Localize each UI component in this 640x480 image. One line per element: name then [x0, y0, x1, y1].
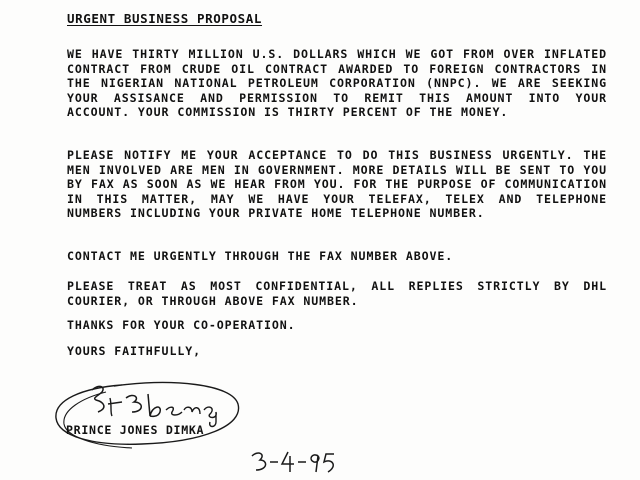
- paragraph-thanks: THANKS FOR YOUR CO-OPERATION.: [67, 318, 296, 332]
- signer-name: PRINCE JONES DIMKA: [66, 423, 205, 437]
- closing-line: YOURS FAITHFULLY,: [67, 344, 201, 358]
- paragraph-request: PLEASE NOTIFY ME YOUR ACCEPTANCE TO DO THIS BUSINESS URGENTLY. THE MEN INVOLVED ARE MEN IN GOVERNMENT. MORE DETAILS WILL BE SENT TO YOU BY FAX AS SOON AS WE HEAR FROM YOU. FOR THE PURPOSE OF COMMUNICATION IN THIS MATTER, MAY WE HAVE YOUR TELEFAX, TELEX AND TELEPHONE NUMBERS INCLUDING YOUR PRIVATE HOME TELEPHONE NUMBER.: [67, 148, 607, 221]
- letter-title: URGENT BUSINESS PROPOSAL: [67, 11, 263, 26]
- paragraph-proposal: WE HAVE THIRTY MILLION U.S. DOLLARS WHICH WE GOT FROM OVER INFLATED CONTRACT FROM CRUDE OIL CONTRACT AWARDED TO FOREIGN CONTRACTORS IN THE NIGERIAN NATIONAL PETROLEUM CORPORATION (NNPC). WE ARE SEEKING YOUR ASSISANCE AND PERMISSION TO REMIT THIS AMOUNT INTO YOUR ACCOUNT. YOUR COMMISSION IS THIRTY PERCENT OF THE MONEY.: [67, 47, 607, 120]
- handwritten-date: [248, 446, 338, 478]
- paragraph-contact: CONTACT ME URGENTLY THROUGH THE FAX NUMBER ABOVE.: [67, 249, 454, 263]
- handwritten-signature: [52, 376, 247, 454]
- paragraph-confidential: PLEASE TREAT AS MOST CONFIDENTIAL, ALL REPLIES STRICTLY BY DHL COURIER, OR THROUGH ABOVE FAX NUMBER.: [67, 279, 607, 308]
